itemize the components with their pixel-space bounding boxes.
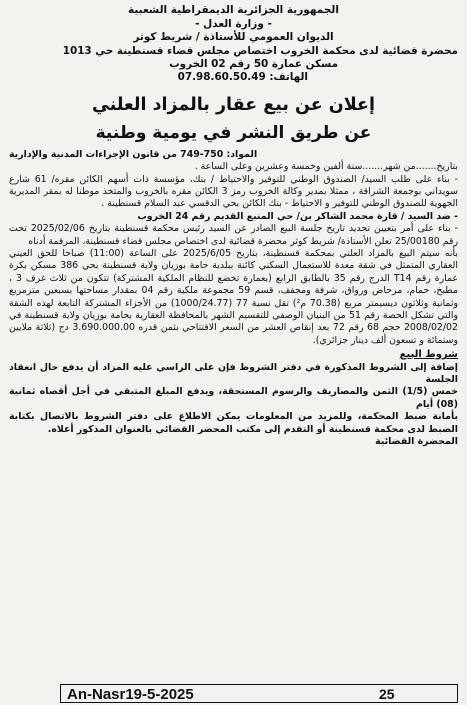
property-description: بأنه سيتم البيع بالمزاد العلني بمحكمة قسنطينة، بتاريخ 2025/6/05 على الساعة (11:00) صباحا للحق العيني العقاري المتمثل في شقة معدة للاستعمال السكني كائنة ببلدية حامة بوزيان ولاية قسنطينة بحي 386 مسكن بكرة عمارة رقم T14 الدرج رقم 35 بالطابق الرابع (بعمارة تخضع للنظام الملكية المشتركة) تتكون من ثلاث غرف 3 ، مطبخ، حمام، مرحاض ورواق، شرفة ومجفف، قسم 59 مجموعة ملكية رقم 04 بمقدار مساحتها بسبعين مترمربع وثمانية وثلاثون ديسيمتر مربع (70.38 م²) تقل نسبة 77 (1000/24.77) من الأجزاء المشتركة التابعة لهذه الشقة والتي تشكل الحصة رقم 51 من البنيان الوصفي للتقسيم الشهر بالمحافظة العقارية بحامة بوزيان ولاية قسنطينة في 2008/02/02 حجم 68 رقم 72 بعد إنقاص العشر من السعر الافتتاحي بثمن قدره 3.690.000.00 دج (ثلاثة ملايين وستمائة و تسعون ألف دينار جزائري). bbox=[9, 247, 459, 346]
notice-subtitle: عن طريق النشر في يومية وطنية bbox=[95, 122, 372, 143]
newspaper-date: An-Nasr19-5-2025 bbox=[67, 686, 194, 703]
court-address-line: محضرة قضائية لدى محكمة الخروب اختصاص مجلس قضاء قسنطينة حي 1013 bbox=[62, 44, 458, 57]
office-name: الديوان العمومي للأستاذة / شريط كوثر bbox=[133, 31, 334, 43]
phone-number: الهاتف: 07.98.60.50.49 bbox=[177, 71, 308, 84]
notice-title: إعلان عن بيع عقار بالمزاد العلني bbox=[92, 94, 375, 115]
conditions-paragraph-2: خمس (1/5) الثمن والمصاريف والرسوم المستحقة، ويدفع المبلغ المتبقي في أجل أقصاه ثمانية (08) أيام bbox=[9, 386, 459, 410]
page-number: 25 bbox=[379, 686, 395, 702]
plaintiff-paragraph: - بناء على طلب السيد/ الصندوق الوطني للتوفير والاحتياط / بنك، مؤسسة ذات أسهم الكائن مقره/ 61 شارع سويداني بوجمعة الشراقة ، ممثلا بمدير وكالة الخروب رمز 3 الكائن مقره بالخروب والمتخذ موطنا له بمقر المديرية الجهوية للصندوق الوطني للتوفير و الاحتياط - بنك الكائن بحي الدقسي عبد السلام قسنطينة . bbox=[9, 173, 458, 210]
conditions-title: شروط البيع bbox=[399, 349, 458, 361]
page-footer bbox=[60, 684, 458, 703]
ministry-name: - وزارة العدل - bbox=[195, 17, 272, 30]
conditions-paragraph-3: بأمانة ضبط المحكمة، وللمزيد من المعلومات يمكن الاطلاع على دفتر الشروط بالاتصال بكتابة الضبط لدى محكمة قسنطينة أو التقدم إلى مكتب المحضر القضائي بالعنوان المذكور أعلاه. bbox=[9, 411, 458, 435]
conditions-paragraph-1: إضافة إلى الشروط المذكورة في دفتر الشروط فإن على الراسي عليه المزاد أن يدفع حال انعقاد الجلسة bbox=[9, 361, 458, 386]
law-reference: المواد: 750-749 من قانون الإجراءات المدنية والإدارية bbox=[9, 148, 258, 160]
state-name: الجمهورية الجزائرية الديمقراطية الشعبية bbox=[128, 4, 339, 16]
court-order-paragraph: - بناء على أمر بتعيين تحديد تاريخ جلسة البيع الصادر عن السيد رئيس محكمة قسنطينة بتاريخ 2025/02/06 تحت رقم 25/00180 تعلن الأستاذة/ شريط كوثر محضرة قضائية لدى اختصاص مجلس قضاء قسنطينة، المرقمة أدناه bbox=[9, 223, 458, 247]
signature: المحضرة القضائية bbox=[375, 436, 458, 448]
defendant-paragraph: - ضد السيد / قارة محمد الشاكر بن/ حي المنبع القديم رقم 24 الخروب bbox=[137, 210, 458, 222]
legal-notice bbox=[9, 4, 458, 448]
date-line: بتاريخ.......من شهر.......سنة ألفين وخمسة وعشرين وعلى الساعة . bbox=[194, 161, 458, 173]
court-address-line2: مسكن عمارة 50 رقم 02 الخروب bbox=[169, 57, 338, 70]
